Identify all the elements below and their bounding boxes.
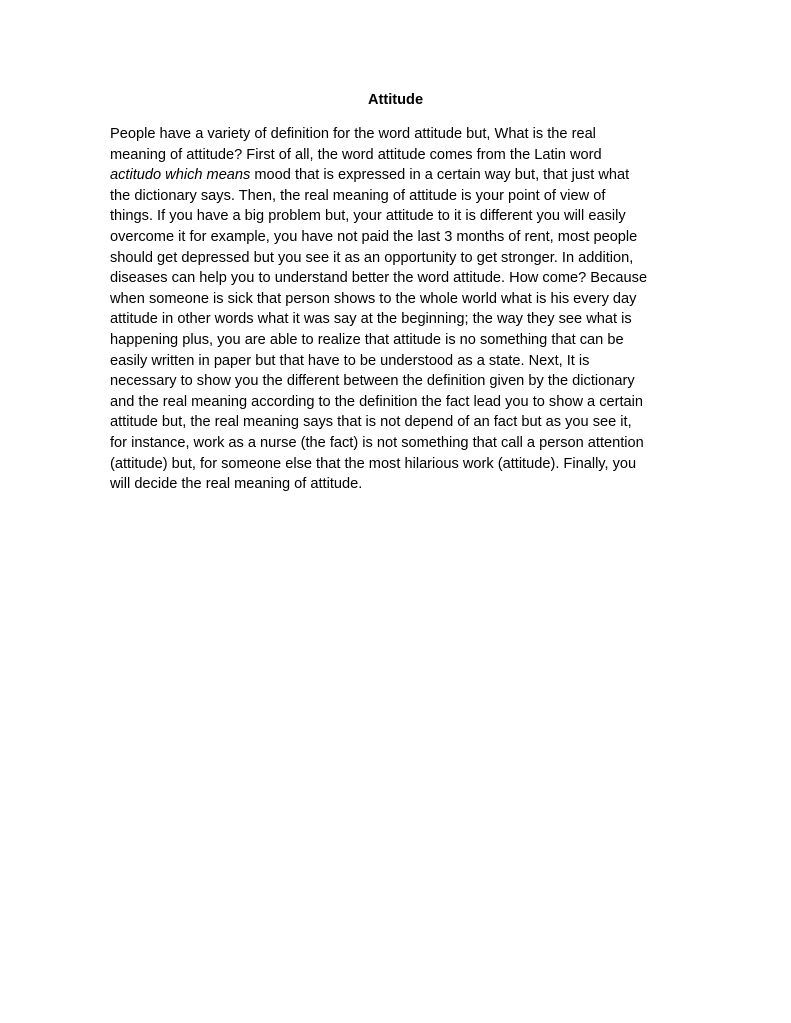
document-title: Attitude bbox=[367, 92, 424, 108]
paragraph-text-start: People have a variety of definition for the word attitude but, What is the real meaning of attitude? First of all, the word attitude comes from the Latin word bbox=[110, 126, 602, 163]
body-paragraph bbox=[110, 124, 685, 495]
paragraph-text-rest: mood that is expressed in a certain way but, that just what the dictionary says. Then, the real meaning of attitude is your point of view of things. If you have a big problem but, your attitude to it is different you will easily overcome it for example, you have not paid the last 3 months of rent, most people should get depressed but you see it as an opportunity to get stronger. In addition, diseases can help you to understand better the word attitude. How come? Because when someone is sick that person shows to the whole world what is his every day attitude in other words what it was say at the beginning; the way they see what is happening plus, you are able to realize that attitude is no something that can be easily written in paper but that have to be understood as a state. Next, It is necessary to show you the different between the definition given by the dictionary and the real meaning according to the definition the fact lead you to show a certain attitude but, the real meaning says that is not depend of an fact but as you see it, for instance, work as a nurse (the fact) is not something that call a person attention (attitude) but, for someone else that the most hilarious work (attitude). Finally, you will decide the real meaning of attitude. bbox=[110, 167, 648, 493]
paragraph-italic-phrase: actitudo which means bbox=[110, 167, 251, 184]
